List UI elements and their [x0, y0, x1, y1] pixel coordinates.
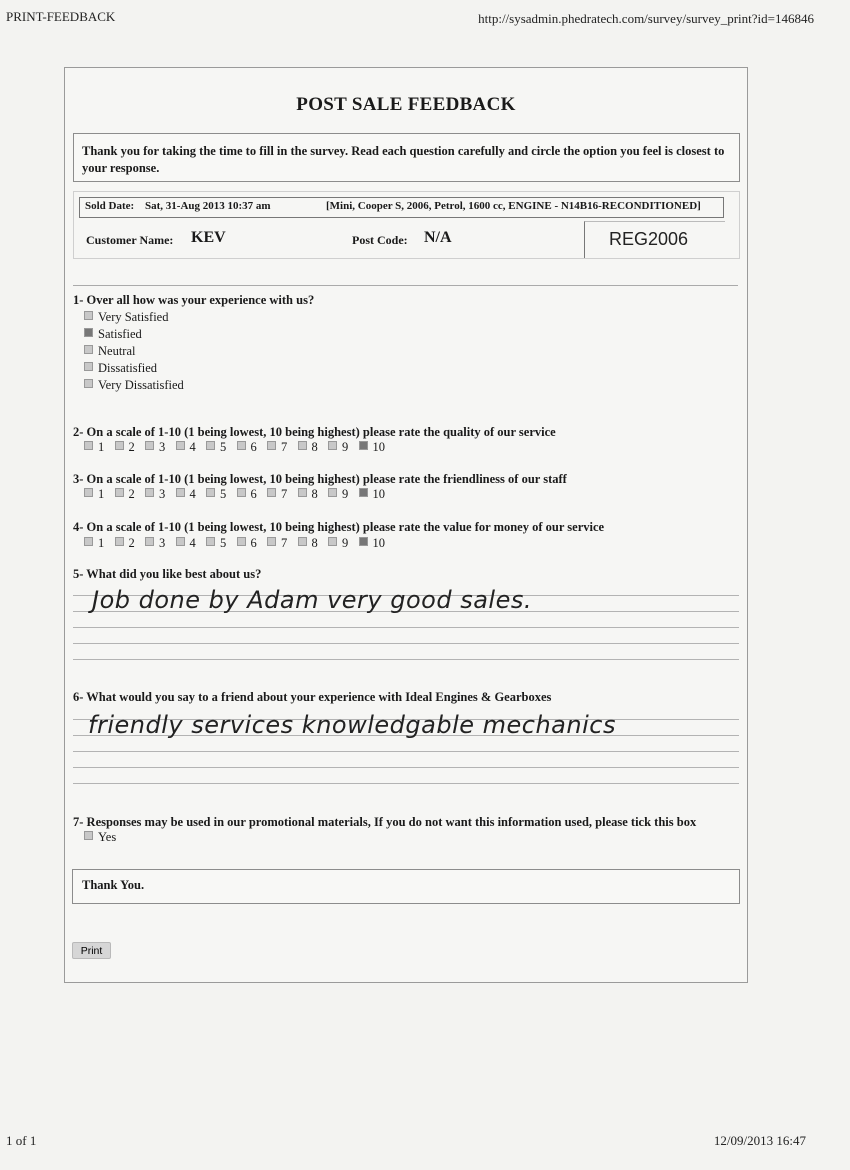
registration-value: REG2006 — [609, 229, 689, 249]
q3-option-2[interactable]: 2 — [115, 487, 146, 502]
checkbox-icon[interactable] — [176, 537, 185, 546]
q2-option-3[interactable]: 3 — [145, 440, 176, 455]
checkbox-checked-icon[interactable] — [359, 441, 368, 450]
q2-option-4[interactable]: 4 — [176, 440, 207, 455]
question-7: 7- Responses may be used in our promotional materials, If you do not want this information used, please tick this box — [73, 815, 697, 829]
checkbox-icon[interactable] — [267, 441, 276, 450]
checkbox-icon[interactable] — [328, 488, 337, 497]
checkbox-icon[interactable] — [298, 488, 307, 497]
page-title: POST SALE FEEDBACK — [296, 94, 516, 115]
q1-option-very-satisfied[interactable]: Very Satisfied — [84, 309, 184, 326]
checkbox-icon[interactable] — [206, 537, 215, 546]
answer-line — [73, 783, 739, 784]
q4-option-5[interactable]: 5 — [206, 536, 237, 551]
sold-date-value: Sat, 31-Aug 2013 10:37 am — [145, 200, 271, 212]
q3-option-6[interactable]: 6 — [237, 487, 268, 502]
vehicle-details: [Mini, Cooper S, 2006, Petrol, 1600 cc, ENGINE - N14B16-RECONDITIONED] — [326, 200, 701, 212]
question-2: 2- On a scale of 1-10 (1 being lowest, 10 being highest) please rate the quality of our service — [73, 425, 556, 439]
q3-option-5[interactable]: 5 — [206, 487, 237, 502]
checkbox-icon[interactable] — [176, 441, 185, 450]
q4-option-7[interactable]: 7 — [267, 536, 298, 551]
checkbox-icon[interactable] — [298, 537, 307, 546]
q2-option-1[interactable]: 1 — [84, 440, 115, 455]
q7-option-yes[interactable]: Yes — [84, 829, 116, 846]
q4-option-9[interactable]: 9 — [328, 536, 359, 551]
q1-option-neutral[interactable]: Neutral — [84, 343, 184, 360]
q1-option-satisfied[interactable]: Satisfied — [84, 326, 184, 343]
q2-option-10[interactable]: 10 — [359, 440, 390, 455]
question-4: 4- On a scale of 1-10 (1 being lowest, 10 being highest) please rate the value for money of our service — [73, 520, 605, 534]
checkbox-icon[interactable] — [145, 488, 154, 497]
q1-option-very-dissatisfied[interactable]: Very Dissatisfied — [84, 377, 184, 394]
checkbox-icon[interactable] — [84, 379, 93, 388]
answer-line — [73, 751, 739, 752]
print-header-url: http://sysadmin.phedratech.com/survey/survey_print?id=146846 — [478, 11, 814, 26]
q3-option-4[interactable]: 4 — [176, 487, 207, 502]
sold-date-label: Sold Date: — [85, 200, 135, 212]
answer-line — [73, 659, 739, 660]
checkbox-icon[interactable] — [328, 441, 337, 450]
answer-line — [73, 627, 739, 628]
checkbox-icon[interactable] — [237, 488, 246, 497]
q2-option-6[interactable]: 6 — [237, 440, 268, 455]
thank-you-text: Thank You. — [82, 878, 145, 892]
q4-option-6[interactable]: 6 — [237, 536, 268, 551]
checkbox-checked-icon[interactable] — [359, 488, 368, 497]
answer-line — [73, 643, 739, 644]
checkbox-icon[interactable] — [267, 488, 276, 497]
q1-options — [84, 309, 184, 394]
checkbox-icon[interactable] — [84, 831, 93, 840]
section-divider — [73, 285, 738, 286]
q3-scale — [84, 487, 389, 502]
checkbox-icon[interactable] — [84, 488, 93, 497]
page-count: 1 of 1 — [6, 1133, 37, 1148]
customer-name-label: Customer Name: — [86, 233, 174, 247]
checkbox-icon[interactable] — [267, 537, 276, 546]
q2-scale — [84, 440, 389, 455]
q2-option-7[interactable]: 7 — [267, 440, 298, 455]
checkbox-icon[interactable] — [206, 441, 215, 450]
print-header-title: PRINT-FEEDBACK — [6, 9, 116, 24]
print-timestamp: 12/09/2013 16:47 — [713, 1133, 806, 1148]
q3-option-7[interactable]: 7 — [267, 487, 298, 502]
q4-option-2[interactable]: 2 — [115, 536, 146, 551]
answer-line — [73, 767, 739, 768]
checkbox-icon[interactable] — [84, 311, 93, 320]
q5-handwritten-answer: Job done by Adam very good sales. — [92, 586, 532, 614]
question-1: 1- Over all how was your experience with us? — [73, 293, 315, 307]
q3-option-8[interactable]: 8 — [298, 487, 329, 502]
q4-option-8[interactable]: 8 — [298, 536, 329, 551]
checkbox-icon[interactable] — [237, 441, 246, 450]
q2-option-8[interactable]: 8 — [298, 440, 329, 455]
q2-option-9[interactable]: 9 — [328, 440, 359, 455]
checkbox-icon[interactable] — [84, 345, 93, 354]
print-button[interactable]: Print — [72, 942, 111, 959]
q2-option-5[interactable]: 5 — [206, 440, 237, 455]
q4-option-10[interactable]: 10 — [359, 536, 390, 551]
q1-option-dissatisfied[interactable]: Dissatisfied — [84, 360, 184, 377]
checkbox-checked-icon[interactable] — [84, 328, 93, 337]
checkbox-icon[interactable] — [206, 488, 215, 497]
checkbox-icon[interactable] — [145, 537, 154, 546]
checkbox-icon[interactable] — [176, 488, 185, 497]
thank-you-box — [72, 869, 740, 904]
q3-option-10[interactable]: 10 — [359, 487, 390, 502]
checkbox-icon[interactable] — [115, 488, 124, 497]
question-6: 6- What would you say to a friend about your experience with Ideal Engines & Gearboxes — [73, 690, 552, 704]
post-code-label: Post Code: — [352, 233, 408, 247]
q6-handwritten-answer: friendly services knowledgable mechanics — [88, 711, 616, 739]
q3-option-9[interactable]: 9 — [328, 487, 359, 502]
q3-option-3[interactable]: 3 — [145, 487, 176, 502]
q4-option-3[interactable]: 3 — [145, 536, 176, 551]
q2-option-2[interactable]: 2 — [115, 440, 146, 455]
post-code-value: N/A — [424, 229, 452, 246]
checkbox-icon[interactable] — [84, 537, 93, 546]
intro-text: Thank you for taking the time to fill in the survey. Read each question carefully and circle the option you feel is closest to your response. — [82, 144, 725, 175]
checkbox-icon[interactable] — [328, 537, 337, 546]
question-3: 3- On a scale of 1-10 (1 being lowest, 10 being highest) please rate the friendliness of our staff — [73, 472, 567, 486]
checkbox-icon[interactable] — [115, 537, 124, 546]
q4-scale — [84, 536, 389, 551]
q4-option-4[interactable]: 4 — [176, 536, 207, 551]
checkbox-icon[interactable] — [298, 441, 307, 450]
q3-option-1[interactable]: 1 — [84, 487, 115, 502]
checkbox-icon[interactable] — [115, 441, 124, 450]
customer-name-value: KEV — [191, 229, 226, 246]
checkbox-icon[interactable] — [145, 441, 154, 450]
checkbox-icon[interactable] — [237, 537, 246, 546]
checkbox-icon[interactable] — [84, 362, 93, 371]
checkbox-checked-icon[interactable] — [359, 537, 368, 546]
question-5: 5- What did you like best about us? — [73, 567, 262, 581]
q4-option-1[interactable]: 1 — [84, 536, 115, 551]
checkbox-icon[interactable] — [84, 441, 93, 450]
